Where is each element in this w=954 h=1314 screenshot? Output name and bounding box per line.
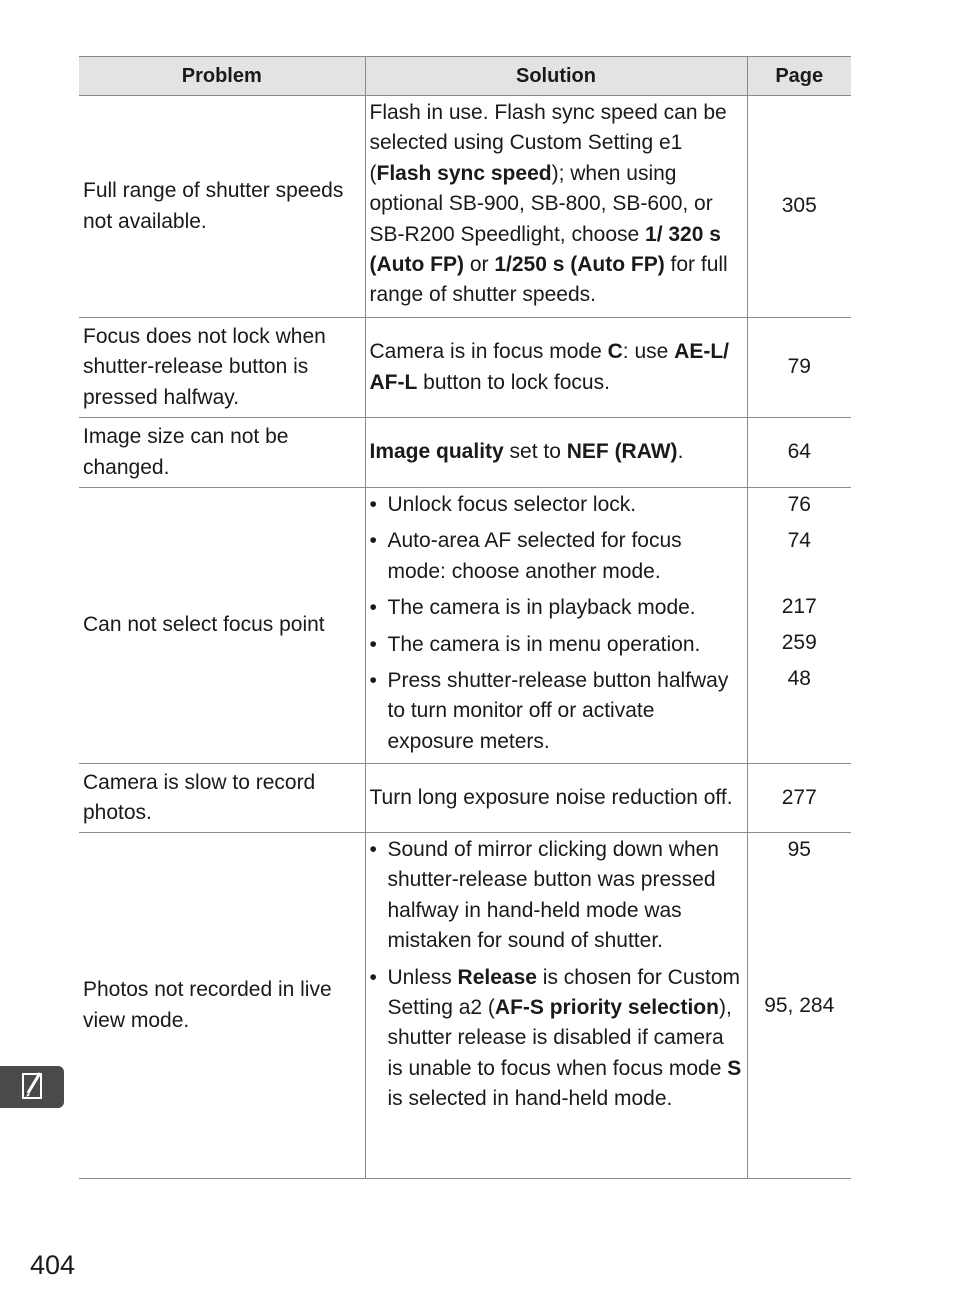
solution-text: Flash in use. Flash sync speed can be selected using Custom Setting e1 ( — [369, 101, 727, 185]
menu-item-name: Flash sync speed — [376, 161, 552, 185]
solution-cell — [365, 418, 747, 488]
solution-text: is chosen for Custom Setting a2 ( — [387, 965, 741, 1020]
page-cell: 277 — [747, 764, 851, 833]
solution-text: Unless — [387, 965, 458, 989]
section-tab — [0, 1066, 64, 1108]
focus-mode-glyph: C — [607, 340, 623, 364]
table-row — [79, 833, 851, 1179]
troubleshooting-table — [79, 56, 851, 1179]
problem-cell: Image size can not be changed. — [79, 418, 365, 488]
solution-text: : use — [622, 340, 675, 364]
solution-text: button to lock focus. — [417, 370, 610, 394]
list-item: • The camera is in menu operation. — [370, 630, 743, 660]
menu-item-name: AF-S priority selection — [494, 996, 719, 1020]
header-problem: Problem — [79, 57, 365, 96]
page-ref: 259 — [781, 631, 817, 654]
solution-cell — [365, 488, 747, 764]
solution-text: ), shutter release is disabled if camera is unable to focus when focus mode — [387, 996, 732, 1080]
page-cell — [747, 833, 851, 1179]
list-item: • The camera is in playback mode. — [370, 593, 743, 623]
solution-text: or — [463, 253, 495, 277]
list-item: • Auto-area AF selected for focus mode: choose another mode. — [370, 526, 743, 587]
list-item — [370, 963, 743, 1115]
header-page: Page — [747, 57, 851, 96]
page-number: 404 — [30, 1250, 76, 1280]
page-cell — [747, 488, 851, 764]
page-cell: 64 — [747, 418, 851, 488]
bullet-list — [370, 835, 743, 1115]
solution-text: for full range of shutter speeds. — [369, 253, 728, 307]
header-row — [79, 57, 851, 96]
solution-text: is selected in hand-held mode. — [387, 1087, 673, 1111]
problem-cell: Full range of shutter speeds not available. — [79, 96, 365, 318]
solution-text: ); when using optional SB-900, SB-800, SB-600, or SB-R200 Speedlight, choose — [369, 161, 713, 246]
solution-text: . — [677, 440, 684, 464]
solution-text: Camera is in focus mode — [369, 340, 608, 364]
button-name: AE-L/ AF-L — [369, 340, 729, 394]
option-name: 1/ 320 s (Auto FP) — [369, 222, 721, 277]
page-ref: 217 — [781, 595, 817, 618]
solution-cell — [365, 833, 747, 1179]
option-name: 1/250 s (Auto FP) — [494, 253, 665, 277]
problem-cell: Photos not recorded in live view mode. — [79, 833, 365, 1179]
list-item: • Press shutter-release button halfway to turn monitor off or activate exposure meters. — [370, 666, 743, 757]
pencil-note-icon — [22, 1071, 44, 1101]
solution-cell — [365, 318, 747, 418]
bullet-list — [370, 490, 743, 757]
problem-cell: Can not select focus point — [79, 488, 365, 764]
table-row — [79, 96, 851, 318]
page-ref: 74 — [787, 529, 811, 552]
page-cell: 79 — [747, 318, 851, 418]
table-row — [79, 764, 851, 833]
page-list — [752, 490, 848, 694]
list-item: • Unlock focus selector lock. — [370, 490, 743, 520]
page-list — [752, 835, 848, 1021]
page-cell: 305 — [747, 96, 851, 318]
solution-text: set to — [503, 440, 567, 464]
page-ref: 95, 284 — [764, 994, 835, 1017]
solution-cell — [365, 96, 747, 318]
solution-cell: Turn long exposure noise reduction off. — [365, 764, 747, 833]
table-row — [79, 488, 851, 764]
page-ref: 48 — [787, 667, 811, 690]
list-item: • Sound of mirror clicking down when shutter-release button was pressed halfway in hand-held mode was mistaken for sound of shutter. — [370, 835, 743, 957]
option-name: NEF (RAW) — [566, 440, 678, 464]
menu-item-name: Image quality — [369, 440, 504, 464]
header-solution: Solution — [365, 57, 747, 96]
problem-cell: Focus does not lock when shutter-release button is pressed halfway. — [79, 318, 365, 418]
page-ref: 95 — [787, 838, 811, 861]
focus-mode-glyph: S — [727, 1056, 742, 1080]
option-name: Release — [457, 965, 537, 989]
table-row — [79, 418, 851, 488]
problem-cell: Camera is slow to record photos. — [79, 764, 365, 833]
table-row — [79, 318, 851, 418]
page-ref: 76 — [787, 493, 811, 516]
